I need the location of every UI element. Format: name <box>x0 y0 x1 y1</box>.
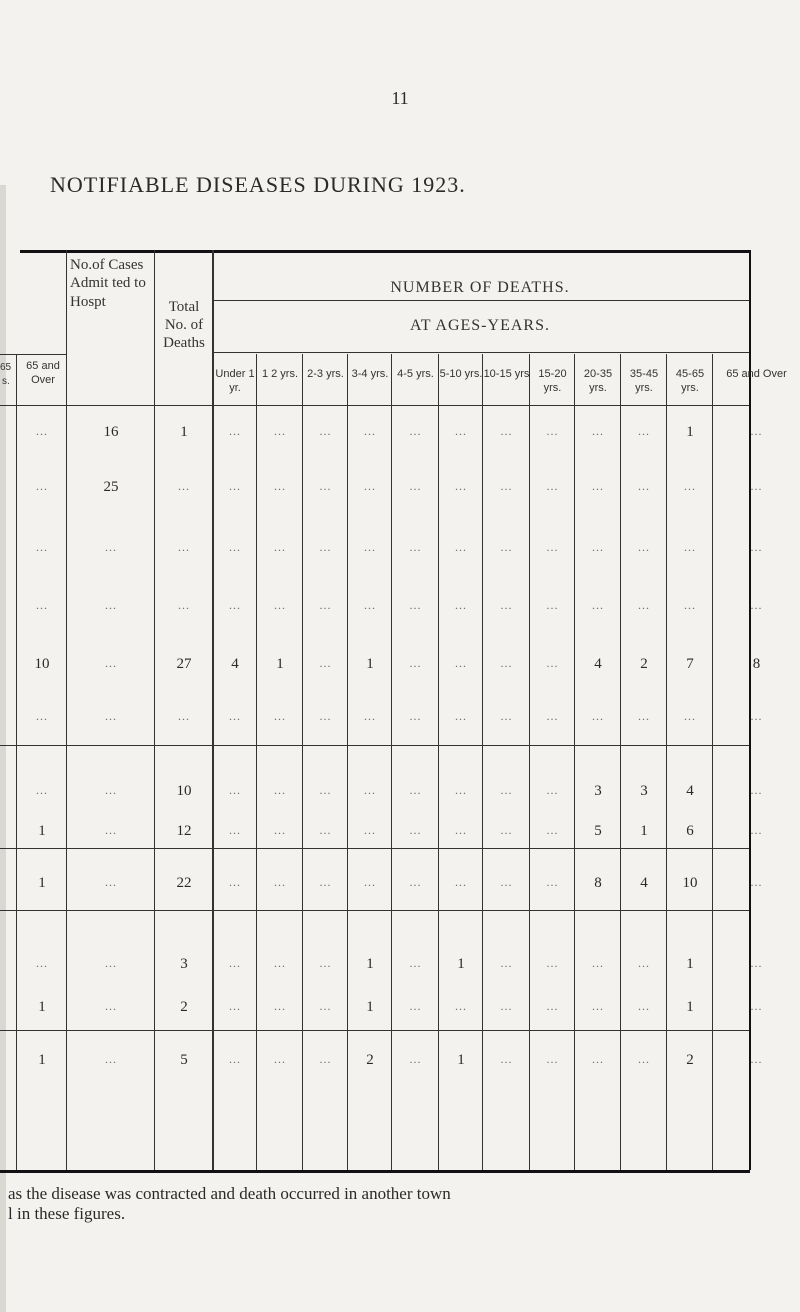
table-cell: ... <box>546 540 559 554</box>
table-cell: ... <box>409 956 422 970</box>
table-cell: ... <box>178 598 190 612</box>
table-cell: ... <box>364 783 376 797</box>
table-cell: ... <box>500 956 513 970</box>
table-cell: 25 <box>103 479 119 495</box>
table-cell: ... <box>500 823 513 837</box>
table-cell: ... <box>319 424 332 438</box>
table-cell: ... <box>500 999 513 1013</box>
table-cell: ... <box>500 540 513 554</box>
table-cell: ... <box>500 598 513 612</box>
column-rule <box>574 354 575 1170</box>
table-cell: 1 <box>180 424 188 440</box>
table-cell: 10 <box>682 875 698 891</box>
table-cell: ... <box>364 709 376 723</box>
table-cell: 5 <box>594 823 602 839</box>
table-top-border <box>20 250 750 253</box>
table-cell: ... <box>409 424 422 438</box>
table-cell: ... <box>500 656 513 670</box>
table-cell: ... <box>274 783 286 797</box>
table-cell: ... <box>592 424 604 438</box>
table-cell: ... <box>500 479 513 493</box>
table-cell: ... <box>684 479 696 493</box>
header-age-group: 5-10 yrs. <box>439 368 483 380</box>
header-total-deaths: Total No. of Deaths <box>163 299 205 351</box>
table-cell: ... <box>105 783 117 797</box>
table-cell: 1 <box>686 424 694 440</box>
table-cell: ... <box>229 709 241 723</box>
table-cell: ... <box>684 598 696 612</box>
table-cell: ... <box>750 1052 763 1066</box>
header-at-ages: AT AGES-YEARS. <box>410 317 550 334</box>
table-cell: ... <box>274 999 286 1013</box>
table-cell: ... <box>750 875 763 889</box>
table-cell: 10 <box>176 783 192 799</box>
table-cell: ... <box>750 479 763 493</box>
table-cell: ... <box>229 424 241 438</box>
table-cell: 1 <box>276 656 284 672</box>
header-left-cut-bottom: s. <box>2 376 10 387</box>
table-cell: ... <box>409 999 422 1013</box>
table-cell: ... <box>455 656 467 670</box>
table-cell: ... <box>546 709 559 723</box>
table-cell: ... <box>105 1052 117 1066</box>
table-cell: 1 <box>38 999 46 1015</box>
header-rule-ages <box>213 352 750 353</box>
header-age-group: 20-35 yrs. <box>583 368 613 394</box>
table-cell: ... <box>638 479 650 493</box>
table-cell: ... <box>229 479 241 493</box>
table-cell: 1 <box>686 956 694 972</box>
table-cell: ... <box>750 424 763 438</box>
table-cell: ... <box>500 1052 513 1066</box>
table-cell: ... <box>638 999 650 1013</box>
table-cell: ... <box>105 540 117 554</box>
table-cell: ... <box>105 999 117 1013</box>
table-cell: ... <box>409 598 422 612</box>
header-bottom-rule <box>0 405 750 406</box>
column-rule <box>666 354 667 1170</box>
table-cell: 1 <box>640 823 648 839</box>
table-cell: ... <box>546 598 559 612</box>
table-cell: ... <box>274 598 286 612</box>
table-cell: ... <box>319 999 332 1013</box>
table-cell: 1 <box>686 999 694 1015</box>
header-left-65-and-over: 65 and Over <box>26 360 60 386</box>
table-cell: ... <box>105 823 117 837</box>
table-cell: ... <box>274 424 286 438</box>
table-cell: 1 <box>457 1052 465 1068</box>
header-age-group: 1 2 yrs. <box>261 368 299 380</box>
table-cell: ... <box>105 956 117 970</box>
table-cell: ... <box>455 823 467 837</box>
table-cell: ... <box>274 479 286 493</box>
table-cell: ... <box>546 783 559 797</box>
table-cell: ... <box>409 783 422 797</box>
table-cell: ... <box>546 656 559 670</box>
column-rule <box>712 354 713 1170</box>
table-cell: ... <box>455 875 467 889</box>
table-cell: 7 <box>686 656 694 672</box>
table-cell: ... <box>229 783 241 797</box>
row-group-rule <box>0 745 750 746</box>
table-cell: 3 <box>594 783 602 799</box>
table-cell: 4 <box>686 783 694 799</box>
table-cell: ... <box>592 479 604 493</box>
table-cell: ... <box>546 875 559 889</box>
column-rule <box>302 354 303 1170</box>
table-cell: ... <box>319 823 332 837</box>
table-cell: ... <box>319 479 332 493</box>
table-cell: ... <box>274 956 286 970</box>
table-cell: 8 <box>752 656 761 672</box>
table-cell: ... <box>455 598 467 612</box>
table-cell: ... <box>592 956 604 970</box>
table-cell: ... <box>319 956 332 970</box>
table-cell: 2 <box>366 1052 374 1068</box>
table-cell: 12 <box>176 823 192 839</box>
table-cell: ... <box>364 823 376 837</box>
table-cell: 10 <box>34 656 50 672</box>
table-cell: ... <box>750 709 763 723</box>
table-cell: ... <box>638 598 650 612</box>
column-rule <box>529 354 530 1170</box>
table-cell: ... <box>364 479 376 493</box>
table-cell: ... <box>455 783 467 797</box>
table-cell: ... <box>319 783 332 797</box>
table-cell: ... <box>592 1052 604 1066</box>
table-cell: ... <box>178 709 190 723</box>
page-number: 11 <box>391 88 409 108</box>
table-cell: ... <box>546 1052 559 1066</box>
column-rule <box>391 354 392 1170</box>
table-cell: 4 <box>594 656 602 672</box>
table-cell: ... <box>638 540 650 554</box>
table-cell: ... <box>638 424 650 438</box>
table-cell: ... <box>455 999 467 1013</box>
table-cell: ... <box>319 709 332 723</box>
table-cell: 6 <box>686 823 694 839</box>
table-cell: ... <box>105 709 117 723</box>
table-cell: ... <box>409 875 422 889</box>
table-cell: ... <box>364 598 376 612</box>
table-cell: ... <box>36 783 48 797</box>
header-age-group: Under 1 yr. <box>215 368 255 394</box>
table-cell: 1 <box>38 875 46 891</box>
table-cell: ... <box>105 875 117 889</box>
table-cell: 1 <box>38 1052 46 1068</box>
header-age-group: 35-45 yrs. <box>629 368 659 394</box>
table-cell: ... <box>319 656 332 670</box>
table-cell: ... <box>750 999 763 1013</box>
table-cell: ... <box>592 709 604 723</box>
row-group-rule <box>0 1030 750 1031</box>
footnote-line-2: l in these figures. <box>8 1204 126 1223</box>
table-cell: 2 <box>180 999 188 1015</box>
table-cell: ... <box>500 875 513 889</box>
table-cell: ... <box>409 540 422 554</box>
table-cell: ... <box>36 540 48 554</box>
table-cell: 1 <box>457 956 465 972</box>
table-cell: ... <box>364 540 376 554</box>
table-cell: 3 <box>640 783 648 799</box>
table-cell: ... <box>319 1052 332 1066</box>
table-cell: ... <box>409 1052 422 1066</box>
header-age-group: 45-65 yrs. <box>675 368 705 394</box>
table-cell: 5 <box>180 1052 188 1068</box>
table-cell: ... <box>546 999 559 1013</box>
table-cell: ... <box>546 424 559 438</box>
table-cell: ... <box>229 1052 241 1066</box>
header-age-group: 2-3 yrs. <box>307 368 344 380</box>
table-cell: ... <box>684 709 696 723</box>
column-rule <box>482 354 483 1170</box>
table-cell: ... <box>229 875 241 889</box>
column-rule <box>347 354 348 1170</box>
table-cell: ... <box>274 823 286 837</box>
table-cell: ... <box>319 598 332 612</box>
table-cell: 1 <box>366 956 374 972</box>
table-cell: ... <box>638 1052 650 1066</box>
table-cell: ... <box>638 709 650 723</box>
table-cell: ... <box>750 540 763 554</box>
table-cell: 2 <box>686 1052 694 1068</box>
header-age-group: 65 and Over <box>726 368 787 380</box>
table-cell: ... <box>750 598 763 612</box>
table-cell: 1 <box>366 999 374 1015</box>
header-age-group: 4-5 yrs. <box>397 368 434 380</box>
table-cell: ... <box>36 424 48 438</box>
table-cell: ... <box>592 598 604 612</box>
table-cell: 2 <box>640 656 648 672</box>
table-cell: ... <box>409 479 422 493</box>
table-cell: ... <box>592 999 604 1013</box>
table-cell: 27 <box>176 656 192 672</box>
table-cell: ... <box>750 783 763 797</box>
table-cell: ... <box>36 479 48 493</box>
table-cell: ... <box>229 823 241 837</box>
column-rule <box>16 355 17 1170</box>
table-cell: ... <box>455 424 467 438</box>
header-age-group: 15-20 yrs. <box>538 368 567 394</box>
table-cell: ... <box>105 656 117 670</box>
page-title: NOTIFIABLE DISEASES DURING 1923. <box>50 172 466 197</box>
table-cell: ... <box>409 656 422 670</box>
row-group-rule <box>0 848 750 849</box>
header-rule-age-group <box>0 354 66 355</box>
table-cell: ... <box>229 956 241 970</box>
header-number-of-deaths: NUMBER OF DEATHS. <box>390 279 570 296</box>
table-cell: ... <box>229 598 241 612</box>
table-cell: ... <box>274 540 286 554</box>
table-cell: ... <box>229 540 241 554</box>
footnote-line-1: as the disease was contracted and death occurred in another town <box>8 1184 451 1203</box>
table-cell: ... <box>274 1052 286 1066</box>
table-cell: ... <box>750 956 763 970</box>
table-cell: ... <box>409 823 422 837</box>
table-cell: ... <box>500 709 513 723</box>
table-cell: 8 <box>594 875 602 891</box>
table-cell: ... <box>274 875 286 889</box>
table-cell: ... <box>455 709 467 723</box>
table-cell: ... <box>546 956 559 970</box>
header-cases-admitted: No.of Cases Admit ted to Hospt <box>70 257 146 310</box>
header-rule-number-of-deaths <box>213 300 750 301</box>
table-cell: 4 <box>231 656 239 672</box>
table-cell: ... <box>364 424 376 438</box>
table-cell: 4 <box>640 875 648 891</box>
header-age-group: 3-4 yrs. <box>351 368 389 380</box>
table-cell: ... <box>546 823 559 837</box>
table-cell: 1 <box>366 656 374 672</box>
table-cell: ... <box>500 424 513 438</box>
table-cell: ... <box>229 999 241 1013</box>
row-group-rule <box>0 910 750 911</box>
table-cell: ... <box>455 479 467 493</box>
table-bottom-border <box>0 1170 750 1173</box>
table-cell: 22 <box>176 875 192 891</box>
table-cell: 16 <box>103 424 119 440</box>
table-cell: ... <box>36 956 48 970</box>
table-cell: 1 <box>38 823 46 839</box>
table-cell: ... <box>178 479 190 493</box>
table-cell: ... <box>409 709 422 723</box>
table-cell: ... <box>319 875 332 889</box>
column-rule <box>438 354 439 1170</box>
table-cell: ... <box>638 956 650 970</box>
table-cell: ... <box>319 540 332 554</box>
table-cell: ... <box>684 540 696 554</box>
table-cell: 3 <box>180 956 188 972</box>
column-rule <box>620 354 621 1170</box>
table-cell: ... <box>105 598 117 612</box>
table-cell: ... <box>178 540 190 554</box>
table-cell: ... <box>36 709 48 723</box>
column-rule <box>256 354 257 1170</box>
table-cell: ... <box>500 783 513 797</box>
table-cell: ... <box>36 598 48 612</box>
table-cell: ... <box>274 709 286 723</box>
table-cell: ... <box>750 823 763 837</box>
header-left-cut-top: 65 <box>0 362 12 373</box>
table-cell: ... <box>592 540 604 554</box>
table-cell: ... <box>455 540 467 554</box>
header-age-group: 10-15 yrs <box>483 368 530 380</box>
table-cell: ... <box>546 479 559 493</box>
table-cell: ... <box>364 875 376 889</box>
